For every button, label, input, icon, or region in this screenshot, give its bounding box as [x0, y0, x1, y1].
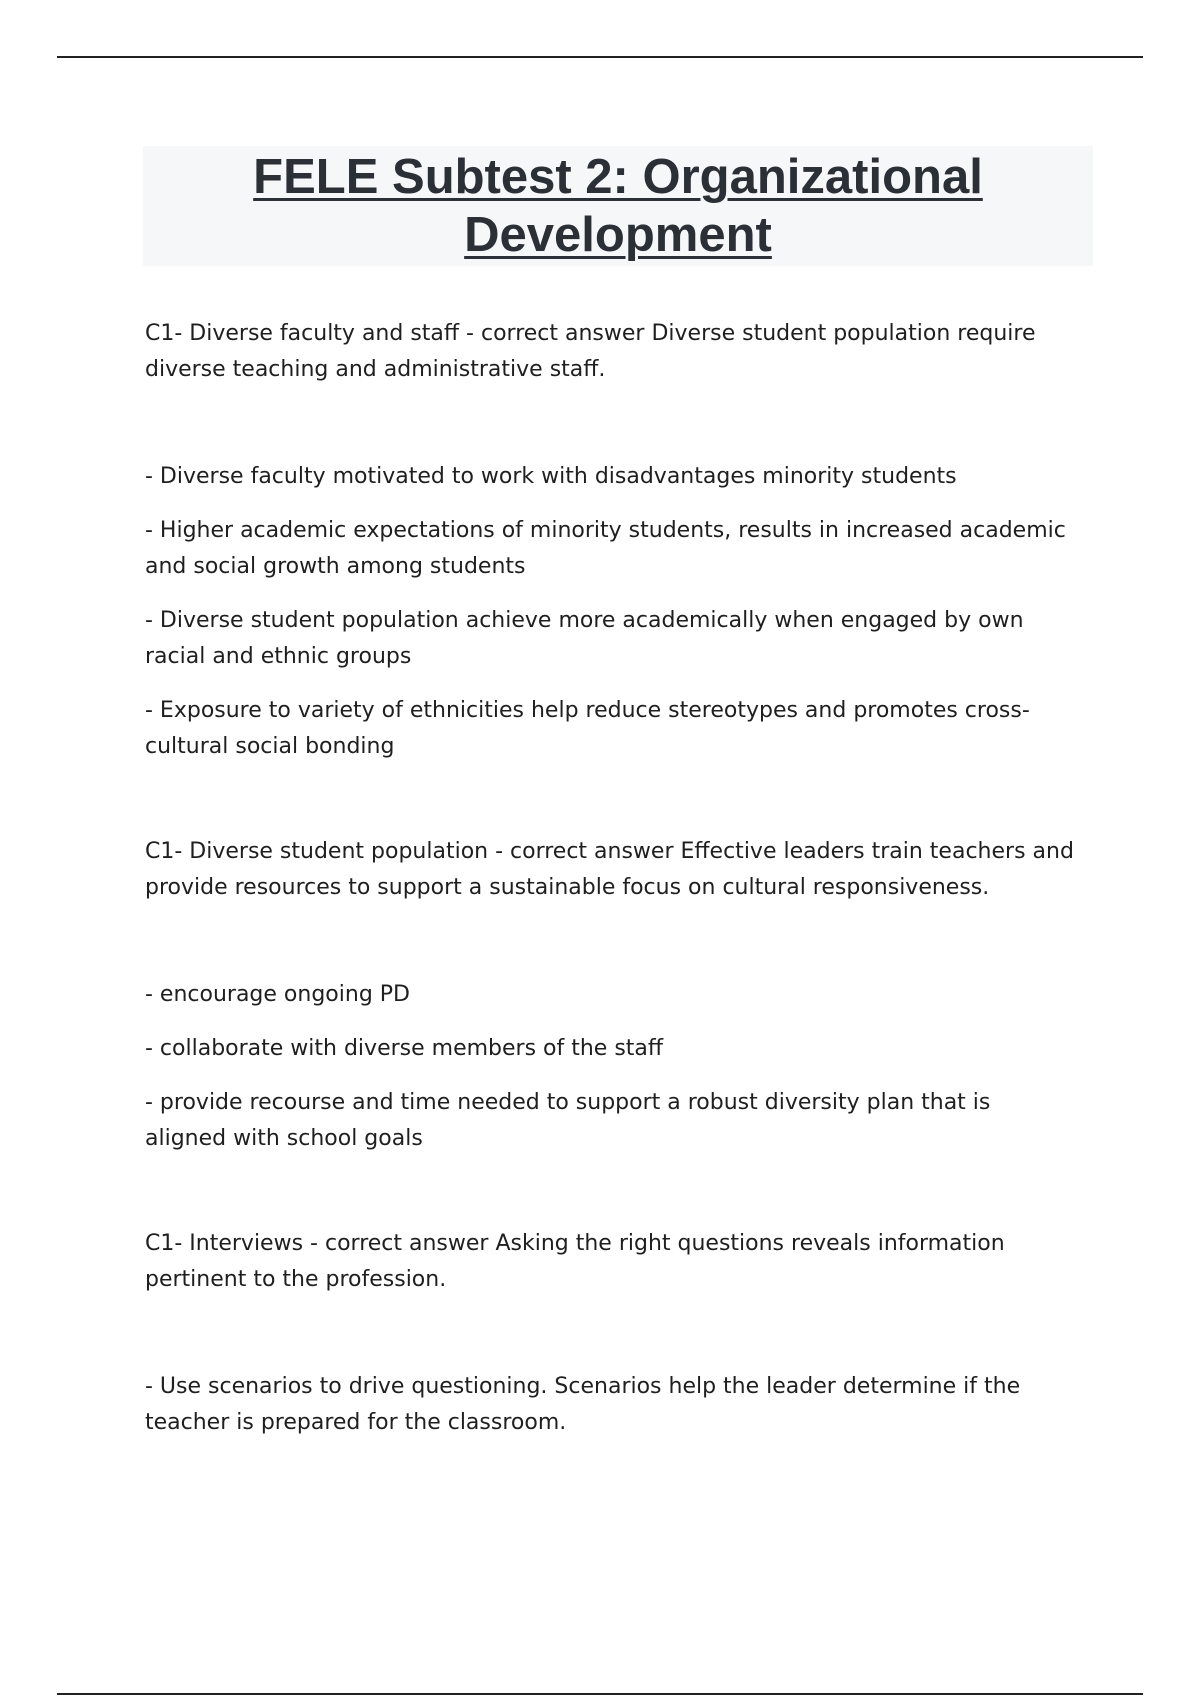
page-title: FELE Subtest 2: Organizational Development: [253, 150, 983, 262]
bullet-point: - collaborate with diverse members of the staff: [145, 1036, 664, 1061]
bullet-point: - Exposure to variety of ethnicities help reduce stereotypes and promotes cross-cultural social bonding: [145, 698, 1030, 759]
title-banner: [143, 146, 1093, 266]
bullet-point: - Use scenarios to drive questioning. Scenarios help the leader determine if the teacher is prepared for the classroom.: [145, 1374, 1021, 1435]
question-answer-text: C1- Diverse student population - correct answer Effective leaders train teachers and provide resources to support a sustainable focus on cultural responsiveness.: [145, 839, 1074, 900]
bullet-list: [145, 459, 1075, 765]
flashcard-entry: [145, 834, 1075, 1157]
bullet-list: [145, 977, 1075, 1157]
bullet-point: - encourage ongoing PD: [145, 982, 410, 1007]
top-divider: [57, 56, 1143, 58]
bullet-point: - Diverse student population achieve more academically when engaged by own racial and ethnic groups: [145, 608, 1024, 669]
question-answer-text: C1- Diverse faculty and staff - correct answer Diverse student population require diverse teaching and administrative staff.: [145, 321, 1036, 382]
flashcard-entry: [145, 1226, 1075, 1441]
question-answer-text: C1- Interviews - correct answer Asking the right questions reveals information pertinent to the profession.: [145, 1231, 1005, 1292]
bottom-divider: [57, 1693, 1143, 1695]
flashcard-list: [145, 316, 1075, 1441]
bullet-point: - provide recourse and time needed to support a robust diversity plan that is aligned with school goals: [145, 1090, 991, 1151]
bullet-list: [145, 1369, 1075, 1441]
flashcard-entry: [145, 316, 1075, 765]
bullet-point: - Diverse faculty motivated to work with disadvantages minority students: [145, 464, 957, 489]
bullet-point: - Higher academic expectations of minority students, results in increased academic and social growth among students: [145, 518, 1066, 579]
